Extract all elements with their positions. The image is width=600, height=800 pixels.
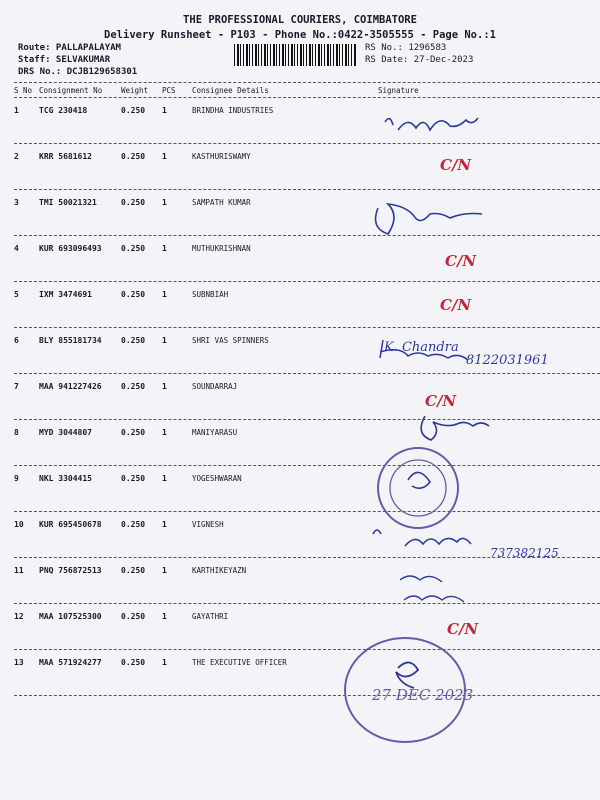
- header-top-rule: [14, 82, 600, 83]
- meta-right: [365, 42, 473, 66]
- cn-mark: C/N: [425, 392, 457, 410]
- rs-date: RS Date: 27-Dec-2023: [365, 55, 474, 65]
- cell-pcs: 1: [162, 474, 167, 483]
- cn-mark: C/N: [440, 296, 472, 314]
- col-sno: S No: [14, 86, 33, 95]
- table-row: [14, 468, 600, 514]
- meta-left: [18, 42, 137, 78]
- cell-consignee: GAYATHRI: [192, 612, 229, 621]
- cell-consignee: SOUNDARRAJ: [192, 382, 238, 391]
- cell-pcs: 1: [162, 152, 167, 161]
- row-divider: [14, 419, 600, 420]
- cell-consignee: VIGNESH: [192, 520, 224, 529]
- cn-mark: C/N: [440, 156, 472, 174]
- table-row: [14, 652, 600, 698]
- cell-consignment: MAA 107525300: [39, 612, 102, 621]
- row-divider: [14, 511, 600, 512]
- cell-weight: 0.250: [121, 520, 146, 529]
- row-divider: [14, 235, 600, 236]
- cell-weight: 0.250: [121, 382, 146, 391]
- cn-mark: C/N: [447, 620, 479, 638]
- table-row: [14, 560, 600, 606]
- cell-weight: 0.250: [121, 474, 146, 483]
- cell-weight: 0.250: [121, 428, 146, 437]
- cell-weight: 0.250: [121, 198, 146, 207]
- cell-pcs: 1: [162, 290, 167, 299]
- cell-weight: 0.250: [121, 244, 146, 253]
- cell-sno: 7: [14, 382, 19, 391]
- cell-pcs: 1: [162, 612, 167, 621]
- cell-consignment: MAA 571924277: [39, 658, 102, 667]
- cell-consignment: BLY 855181734: [39, 336, 102, 345]
- col-pcs: PCS: [162, 86, 176, 95]
- table-row: [14, 422, 600, 468]
- company-title: THE PROFESSIONAL COURIERS, COIMBATORE: [183, 14, 417, 26]
- stamp-date: 27 DEC 2023: [372, 686, 474, 704]
- table-row: [14, 514, 600, 560]
- cell-sno: 12: [14, 612, 24, 621]
- col-weight: Weight: [121, 86, 149, 95]
- cell-sno: 3: [14, 198, 19, 207]
- row-divider: [14, 557, 600, 558]
- cell-consignment: MYD 3044807: [39, 428, 92, 437]
- row-divider: [14, 373, 600, 374]
- cell-pcs: 1: [162, 520, 167, 529]
- cell-weight: 0.250: [121, 658, 146, 667]
- cell-consignment: NKL 3304415: [39, 474, 92, 483]
- handwritten-phone: 737382125: [490, 546, 559, 560]
- runsheet-subtitle: Delivery Runsheet - P103 - Phone No.:0422-3505555 - Page No.:1: [104, 29, 496, 41]
- col-consignment: Consignment No: [39, 86, 103, 95]
- cell-consignment: KUR 693096493: [39, 244, 102, 253]
- cell-consignee: SAMPATH KUMAR: [192, 198, 251, 207]
- cell-weight: 0.250: [121, 566, 146, 575]
- row-divider: [14, 327, 600, 328]
- drs-number: DRS No.: DCJB129658301: [18, 67, 138, 77]
- cell-consignment: KUR 695450678: [39, 520, 102, 529]
- cell-pcs: 1: [162, 428, 167, 437]
- cell-sno: 8: [14, 428, 19, 437]
- cell-consignment: TCG 230418: [39, 106, 88, 115]
- cell-consignment: TMI 50021321: [39, 198, 97, 207]
- cell-sno: 9: [14, 474, 19, 483]
- cell-consignee: MANIYARASU: [192, 428, 238, 437]
- cell-consignment: KRR 5681612: [39, 152, 92, 161]
- cell-sno: 6: [14, 336, 19, 345]
- table-row: [14, 192, 600, 238]
- table-row: [14, 376, 600, 422]
- cell-consignee: YOGESHWARAN: [192, 474, 242, 483]
- barcode: [234, 44, 356, 66]
- cn-mark: C/N: [445, 252, 477, 270]
- header-bottom-rule: [14, 97, 600, 98]
- cell-sno: 11: [14, 566, 24, 575]
- cell-pcs: 1: [162, 566, 167, 575]
- row-divider: [14, 649, 600, 650]
- cell-pcs: 1: [162, 244, 167, 253]
- cell-consignment: MAA 941227426: [39, 382, 102, 391]
- table-row: [14, 238, 600, 284]
- cell-consignment: PNQ 756872513: [39, 566, 102, 575]
- cell-consignee: BRINDHA INDUSTRIES: [192, 106, 274, 115]
- cell-weight: 0.250: [121, 106, 146, 115]
- cell-consignment: IXM 3474691: [39, 290, 92, 299]
- row-divider: [14, 695, 600, 696]
- row-divider: [14, 189, 600, 190]
- handwritten-phone: 8122031961: [466, 353, 549, 368]
- cell-pcs: 1: [162, 382, 167, 391]
- cell-sno: 10: [14, 520, 24, 529]
- cell-pcs: 1: [162, 336, 167, 345]
- table-row: [14, 100, 600, 146]
- row-divider: [14, 465, 600, 466]
- table-row: [14, 330, 600, 376]
- cell-consignee: KASTHURISWAMY: [192, 152, 251, 161]
- cell-consignee: THE EXECUTIVE OFFICER: [192, 658, 287, 667]
- table-row: [14, 284, 600, 330]
- cell-consignee: MUTHUKRISHNAN: [192, 244, 251, 253]
- table-row: [14, 606, 600, 652]
- cell-consignee: KARTHIKEYAZN: [192, 566, 247, 575]
- cell-weight: 0.250: [121, 612, 146, 621]
- col-consignee: Consignee Details: [192, 86, 269, 95]
- cell-weight: 0.250: [121, 152, 146, 161]
- route: Route: PALLAPALAYAM: [18, 43, 121, 53]
- row-divider: [14, 143, 600, 144]
- cell-sno: 13: [14, 658, 24, 667]
- col-signature: Signature: [378, 86, 419, 95]
- cell-sno: 4: [14, 244, 19, 253]
- cell-weight: 0.250: [121, 290, 146, 299]
- staff: Staff: SELVAKUMAR: [18, 55, 111, 65]
- row-divider: [14, 281, 600, 282]
- table-row: [14, 146, 600, 192]
- cell-pcs: 1: [162, 658, 167, 667]
- cell-pcs: 1: [162, 198, 167, 207]
- cell-consignee: SUBNBIAH: [192, 290, 229, 299]
- cell-consignee: SHRI VAS SPINNERS: [192, 336, 269, 345]
- cell-sno: 5: [14, 290, 19, 299]
- cell-sno: 1: [14, 106, 19, 115]
- handwritten-name: K. Chandra: [384, 340, 459, 355]
- cell-sno: 2: [14, 152, 19, 161]
- rs-number: RS No.: 1296583: [365, 43, 447, 53]
- cell-weight: 0.250: [121, 336, 146, 345]
- cell-pcs: 1: [162, 106, 167, 115]
- row-divider: [14, 603, 600, 604]
